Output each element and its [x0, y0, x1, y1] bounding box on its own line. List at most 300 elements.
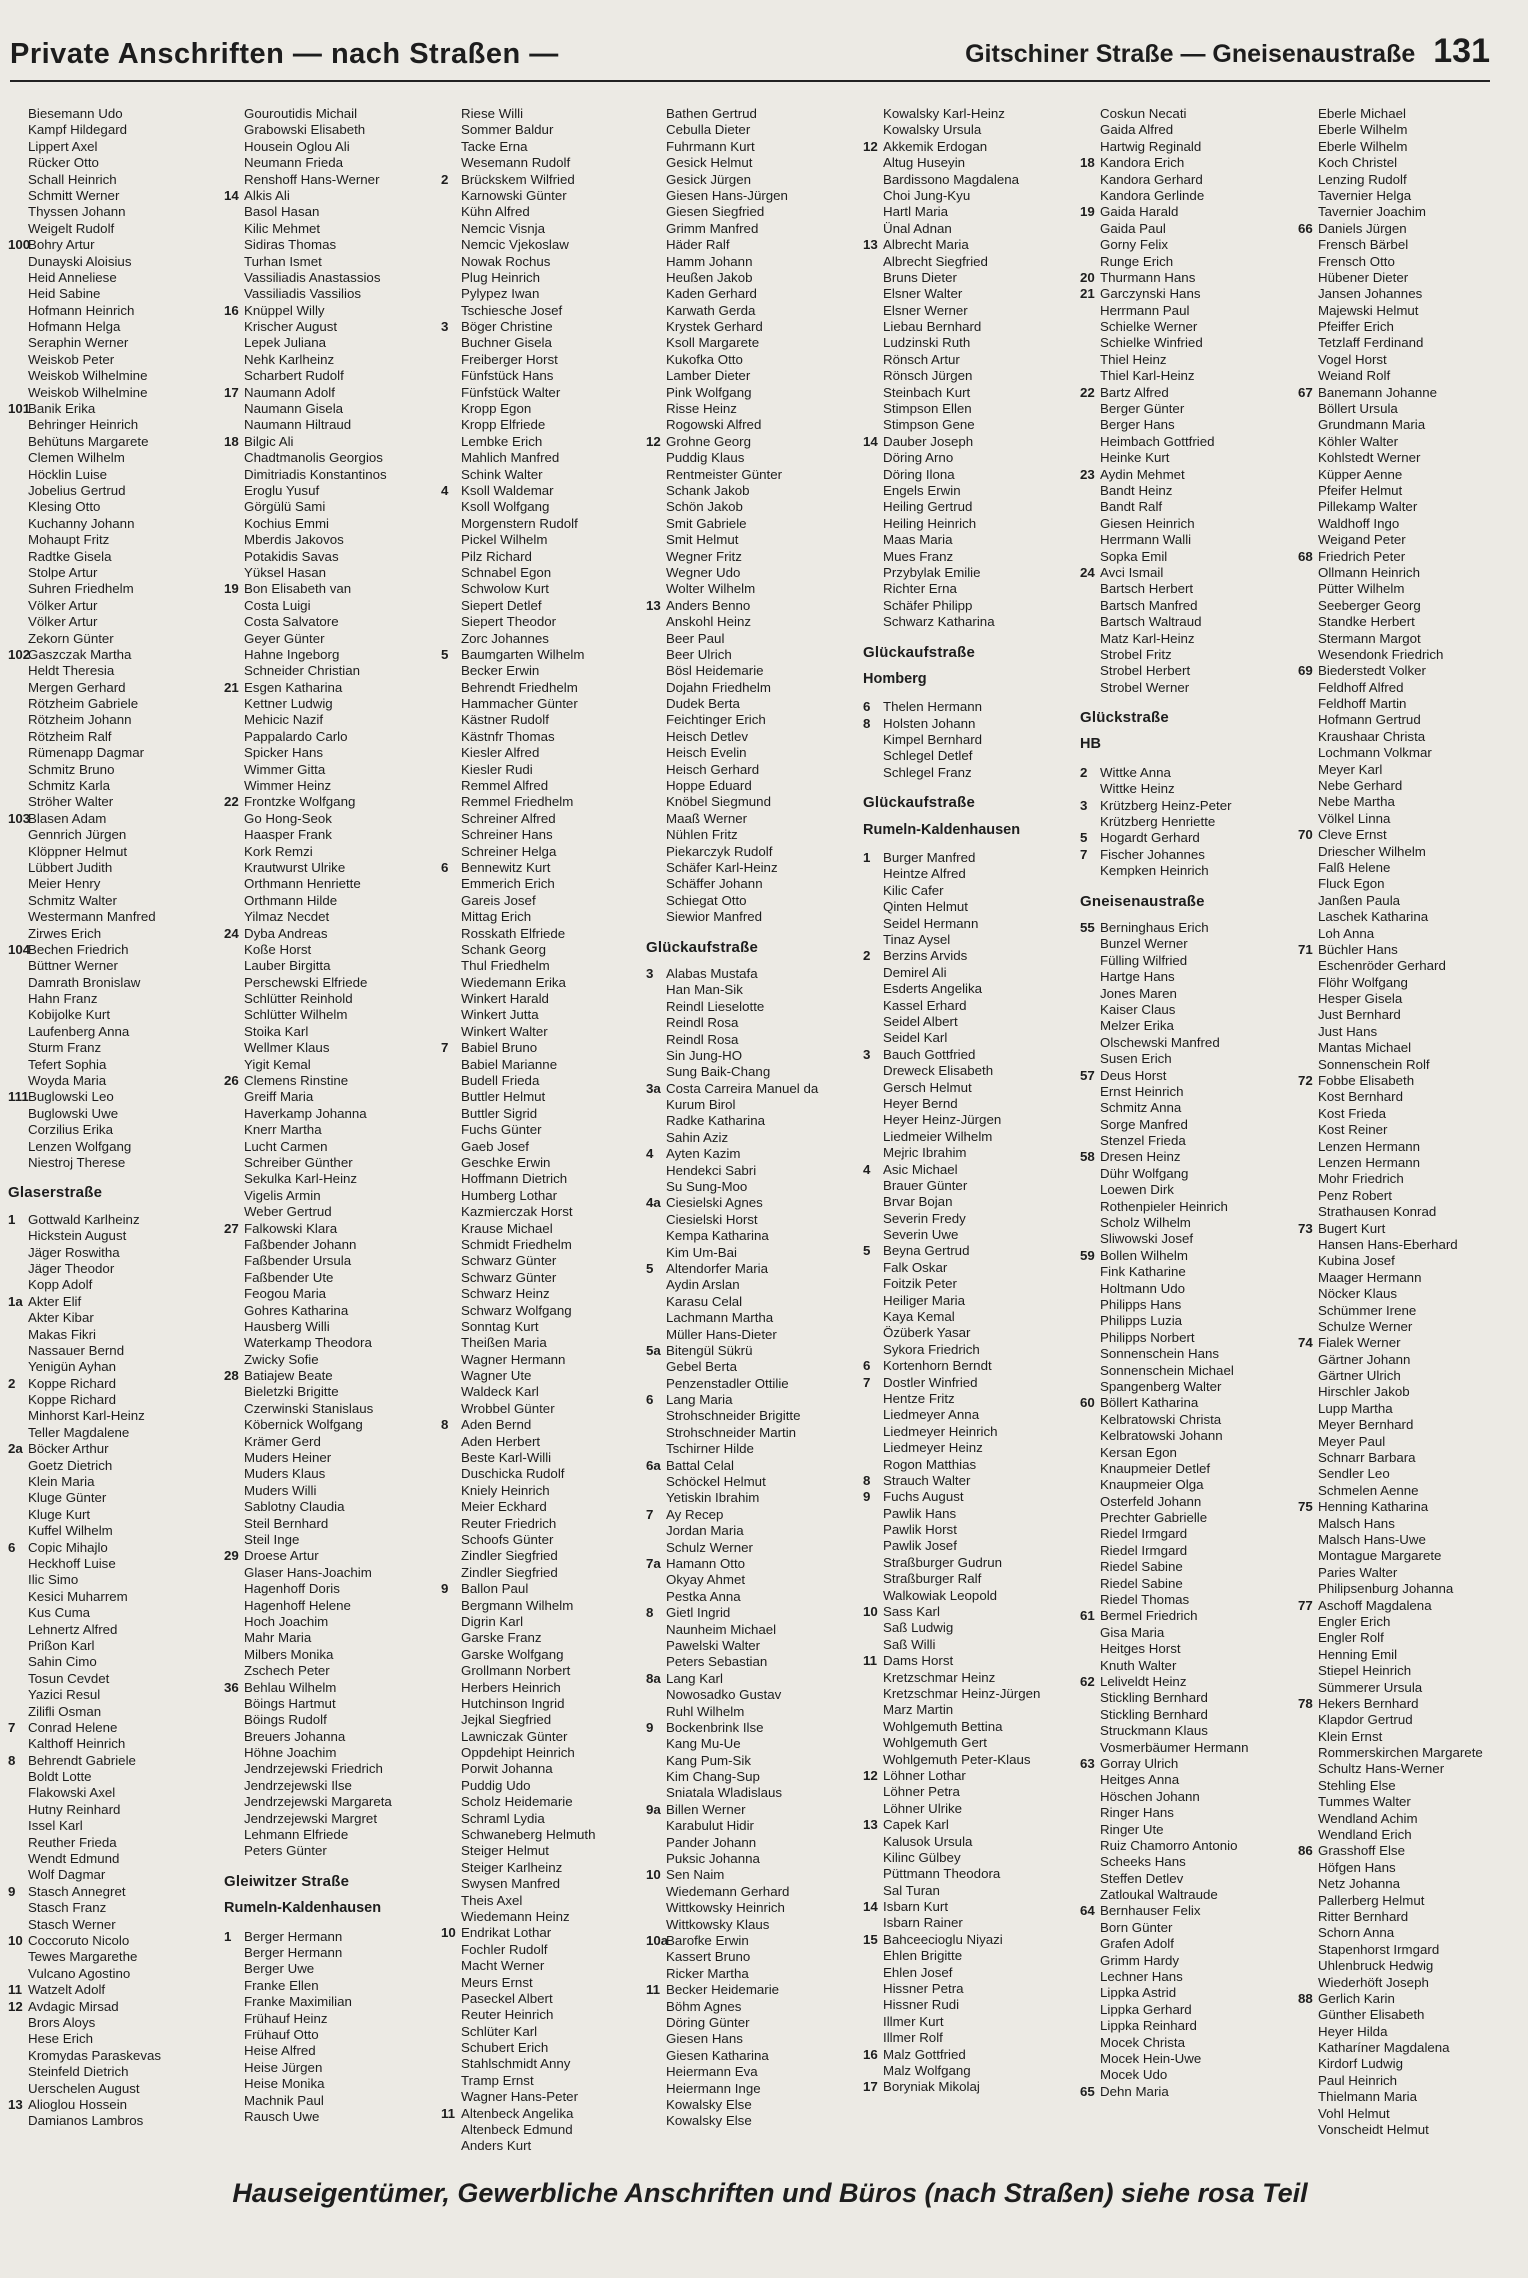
resident-entry [1298, 762, 1516, 778]
resident-name: Maas Maria [883, 532, 953, 548]
resident-entry [646, 663, 864, 679]
resident-name: Rosskath Elfriede [461, 925, 566, 941]
resident-name: Döring Ilona [883, 466, 955, 482]
resident-entry [863, 1489, 1081, 1505]
resident-entry [863, 188, 1081, 204]
resident-name: Eroglu Yusuf [244, 482, 320, 498]
resident-name: Bösl Heidemarie [666, 663, 764, 679]
house-number: 24 [224, 925, 239, 941]
resident-entry [224, 434, 442, 450]
resident-entry [1298, 1171, 1516, 1187]
house-number: 28 [224, 1368, 239, 1384]
resident-entry [224, 811, 442, 827]
resident-name: Fünfstück Walter [461, 384, 561, 400]
resident-entry [8, 1359, 226, 1375]
resident-name: Zwicky Sofie [244, 1351, 319, 1367]
house-number: 17 [863, 2079, 878, 2095]
resident-name: Lenzing Rudolf [1318, 171, 1407, 187]
resident-entry [441, 1352, 659, 1368]
resident-entry [646, 434, 864, 450]
resident-entry [1080, 1576, 1298, 1592]
resident-name: Melzer Erika [1100, 1018, 1174, 1034]
house-number: 26 [224, 1073, 239, 1089]
resident-name: Gärtner Johann [1318, 1351, 1411, 1367]
resident-name: Ruhl Wilhelm [666, 1703, 745, 1719]
house-number: 60 [1080, 1395, 1095, 1411]
resident-entry [863, 614, 1081, 630]
resident-name: Meier Eckhard [461, 1499, 547, 1515]
resident-name: Scholz Heidemarie [461, 1794, 573, 1810]
resident-name: Kimpel Bernhard [883, 732, 983, 748]
resident-entry [1080, 237, 1298, 253]
resident-entry [863, 1735, 1081, 1751]
resident-entry [224, 270, 442, 286]
resident-name: Dühr Wolfgang [1100, 1165, 1189, 1181]
resident-name: Seidel Albert [883, 1013, 958, 1029]
resident-entry [646, 1572, 864, 1588]
resident-entry [1298, 1663, 1516, 1679]
resident-name: Dams Horst [883, 1653, 954, 1669]
column-1 [8, 106, 226, 2130]
resident-name: Strathausen Konrad [1318, 1204, 1437, 1220]
resident-entry [646, 1507, 864, 1523]
resident-entry [224, 2109, 442, 2125]
resident-name: Wohlgemuth Bettina [883, 1718, 1003, 1734]
resident-entry [441, 1040, 659, 1056]
resident-name: Tefert Sophia [28, 1056, 107, 1072]
resident-name: Hofmann Helga [28, 319, 121, 335]
resident-entry [863, 1375, 1081, 1391]
resident-name: Pallerberg Helmut [1318, 1892, 1425, 1908]
resident-name: Damianos Lambros [28, 2113, 144, 2129]
resident-entry [441, 581, 659, 597]
resident-name: Aden Herbert [461, 1433, 541, 1449]
resident-name: Wittkowsky Klaus [666, 1916, 770, 1932]
resident-entry [863, 765, 1081, 781]
resident-name: Klöppner Helmut [28, 843, 128, 859]
resident-entry [1080, 139, 1298, 155]
resident-name: Theis Axel [461, 1892, 523, 1908]
resident-name: Teller Magdalene [28, 1424, 130, 1440]
resident-entry [224, 450, 442, 466]
resident-entry [1080, 106, 1298, 122]
house-number: 4a [646, 1195, 661, 1211]
resident-name: Flöhr Wolfgang [1318, 974, 1408, 990]
house-number: 7 [1080, 846, 1088, 862]
resident-entry [1080, 1231, 1298, 1247]
resident-name: Illmer Kurt [883, 2013, 944, 2029]
resident-name: Aden Bernd [461, 1417, 532, 1433]
resident-name: Gaszczak Martha [28, 646, 132, 662]
resident-name: Schlüter Karl [461, 2023, 538, 2039]
resident-entry [441, 1663, 659, 1679]
resident-entry [863, 2063, 1081, 2079]
resident-name: Lippert Axel [28, 138, 98, 154]
resident-entry [863, 1637, 1081, 1653]
house-number: 2 [1080, 764, 1088, 780]
resident-entry [224, 1401, 442, 1417]
resident-name: Strauch Walter [883, 1472, 971, 1488]
resident-name: Hissner Petra [883, 1981, 964, 1997]
resident-entry [441, 680, 659, 696]
resident-entry [8, 1490, 226, 1506]
resident-entry [8, 1966, 226, 1982]
resident-entry [441, 303, 659, 319]
resident-name: Bartsch Waltraud [1100, 614, 1202, 630]
resident-name: Humberg Lothar [461, 1187, 558, 1203]
resident-name: Bechen Friedrich [28, 941, 129, 957]
resident-entry [1298, 598, 1516, 614]
house-number: 3a [646, 1080, 661, 1096]
resident-entry [646, 417, 864, 433]
resident-name: Richter Erna [883, 581, 957, 597]
resident-entry [224, 2076, 442, 2092]
resident-name: Schorn Anna [1318, 1925, 1395, 1941]
resident-entry [224, 663, 442, 679]
house-number: 10 [646, 1867, 661, 1883]
resident-name: Hamm Johann [666, 253, 753, 269]
house-number: 111 [8, 1089, 29, 1105]
resident-entry [441, 1565, 659, 1581]
resident-name: Heitges Anna [1100, 1772, 1180, 1788]
resident-entry [441, 745, 659, 761]
resident-name: Thul Friedhelm [461, 958, 550, 974]
resident-name: Schlegel Detlef [883, 748, 973, 764]
house-number: 14 [224, 187, 239, 203]
resident-entry [646, 909, 864, 925]
house-number: 6 [863, 699, 871, 715]
resident-entry [1080, 1838, 1298, 1854]
resident-entry [646, 1359, 864, 1375]
house-number: 6 [8, 1539, 16, 1555]
resident-name: Droese Artur [244, 1548, 319, 1564]
resident-entry [8, 2081, 226, 2097]
resident-name: Paseckel Albert [461, 1990, 553, 2006]
resident-name: Philipps Hans [1100, 1297, 1182, 1312]
resident-entry [8, 417, 226, 433]
resident-name: Karasu Celal [666, 1293, 743, 1309]
resident-name: Kandora Gerhard [1100, 171, 1203, 187]
resident-name: Wittke Anna [1100, 764, 1171, 780]
resident-name: Lippka Astrid [1100, 1985, 1177, 2001]
resident-entry [1080, 814, 1298, 830]
resident-name: Pander Johann [666, 1834, 757, 1850]
house-number: 27 [224, 1220, 239, 1236]
house-number: 9a [646, 1801, 661, 1817]
resident-entry [1298, 335, 1516, 351]
resident-name: Reindl Lieselotte [666, 998, 765, 1014]
resident-entry [224, 1499, 442, 1515]
resident-name: Kühn Alfred [461, 204, 530, 220]
resident-entry [441, 417, 659, 433]
resident-entry [863, 598, 1081, 614]
resident-name: Lenzen Hermann [1318, 1138, 1421, 1154]
resident-entry [8, 1458, 226, 1474]
resident-name: Karwath Gerda [666, 302, 756, 318]
resident-name: Emmerich Erich [461, 876, 555, 892]
resident-entry [8, 401, 226, 417]
house-number: 18 [224, 433, 239, 449]
resident-entry [8, 565, 226, 581]
resident-name: Watzelt Adolf [28, 1982, 106, 1998]
resident-name: Gouroutidis Michail [244, 106, 358, 121]
resident-entry [224, 1548, 442, 1564]
resident-entry [1080, 1707, 1298, 1723]
resident-entry [863, 998, 1081, 1014]
resident-entry [224, 696, 442, 712]
house-number: 19 [1080, 204, 1095, 220]
resident-entry [863, 352, 1081, 368]
resident-name: Oppdehipt Heinrich [461, 1745, 575, 1761]
resident-name: Heise Alfred [244, 2043, 316, 2059]
resident-name: Bunzel Werner [1100, 936, 1188, 952]
resident-entry [224, 1929, 442, 1945]
resident-name: Nemcic Visnja [461, 220, 545, 236]
resident-entry [441, 926, 659, 942]
resident-entry [224, 155, 442, 171]
resident-entry [1298, 1221, 1516, 1237]
resident-name: Burger Manfred [883, 850, 976, 866]
resident-entry [8, 270, 226, 286]
house-number: 11 [8, 1982, 23, 1998]
resident-name: Heise Jürgen [244, 2059, 323, 2075]
resident-name: Wittke Heinz [1100, 781, 1175, 797]
street-heading: Glückaufstraße [863, 643, 976, 661]
house-number: 3 [1080, 797, 1088, 813]
resident-entry [1080, 1166, 1298, 1182]
resident-entry [863, 122, 1081, 138]
resident-entry [646, 1851, 864, 1867]
resident-name: Asic Michael [883, 1161, 958, 1177]
resident-entry [1080, 254, 1298, 270]
resident-name: Liedmeyer Heinz [883, 1440, 983, 1456]
resident-entry [1298, 417, 1516, 433]
resident-entry [1298, 1253, 1516, 1269]
resident-entry [646, 1523, 864, 1539]
resident-entry [863, 1588, 1081, 1604]
resident-entry [863, 1506, 1081, 1522]
resident-entry [441, 1942, 659, 1958]
resident-entry [441, 762, 659, 778]
resident-entry [8, 434, 226, 450]
resident-name: Thyssen Johann [28, 204, 126, 220]
resident-entry [1080, 417, 1298, 433]
resident-entry [1080, 614, 1298, 630]
resident-name: Schöckel Helmut [666, 1474, 766, 1490]
resident-name: Rücker Otto [28, 155, 99, 171]
resident-name: Wendland Erich [1318, 1827, 1412, 1843]
resident-entry [863, 1047, 1081, 1063]
resident-name: Görgülü Sami [244, 499, 326, 515]
resident-name: Niestroj Therese [28, 1155, 126, 1170]
resident-entry [224, 745, 442, 761]
resident-name: Rogon Matthias [883, 1456, 977, 1472]
resident-name: Vigelis Armin [244, 1187, 321, 1203]
resident-name: Foitzik Peter [883, 1276, 957, 1292]
resident-name: Lenzen Wolfgang [28, 1138, 132, 1154]
resident-name: Ernst Heinrich [1100, 1083, 1184, 1099]
resident-name: Wellmer Klaus [244, 1040, 330, 1056]
resident-name: Suhren Friedhelm [28, 581, 134, 597]
resident-entry [1298, 565, 1516, 581]
district-heading: Rumeln-Kaldenhausen [863, 821, 1021, 838]
resident-entry [863, 286, 1081, 302]
resident-name: Meurs Ernst [461, 1974, 533, 1990]
column-2 [224, 106, 442, 2125]
resident-entry [1298, 172, 1516, 188]
resident-entry [863, 1883, 1081, 1899]
resident-entry [646, 2081, 864, 2097]
resident-entry [863, 1424, 1081, 1440]
resident-name: Dehn Maria [1100, 2083, 1169, 2099]
house-number: 58 [1080, 1149, 1095, 1165]
resident-entry [1080, 1854, 1298, 1870]
resident-name: Philipsenburg Johanna [1318, 1581, 1454, 1597]
resident-name: Kang Mu-Ue [666, 1736, 741, 1752]
resident-name: Demirel Ali [883, 964, 947, 980]
resident-name: Straßburger Ralf [883, 1571, 982, 1587]
resident-entry [1298, 1581, 1516, 1597]
resident-entry [8, 1261, 226, 1277]
resident-entry [863, 1866, 1081, 1882]
resident-name: Sen Naim [666, 1867, 725, 1883]
resident-name: Schwarz Günter [461, 1269, 557, 1285]
resident-entry [441, 1073, 659, 1089]
resident-entry [8, 1523, 226, 1539]
resident-entry [224, 1811, 442, 1827]
resident-entry [441, 1647, 659, 1663]
resident-entry [441, 1319, 659, 1335]
resident-entry [646, 712, 864, 728]
resident-entry [863, 401, 1081, 417]
resident-entry [1080, 1363, 1298, 1379]
resident-name: Yenigün Ayhan [28, 1359, 117, 1375]
resident-name: Puddig Klaus [666, 450, 745, 466]
resident-name: Seraphin Werner [28, 335, 129, 351]
resident-entry [646, 270, 864, 286]
resident-name: Klapdor Gertrud [1318, 1712, 1413, 1728]
resident-name: Zindler Siegfried [461, 1564, 558, 1580]
resident-entry [1080, 549, 1298, 565]
resident-name: Montague Margarete [1318, 1548, 1442, 1564]
resident-name: Höcklin Luise [28, 466, 108, 482]
resident-entry [863, 1948, 1081, 1964]
resident-entry [224, 385, 442, 401]
resident-name: Bon Elisabeth van [244, 581, 352, 597]
resident-name: Fuhrmann Kurt [666, 138, 755, 154]
resident-entry [224, 1204, 442, 1220]
resident-entry [224, 647, 442, 663]
resident-name: Clemens Rinstine [244, 1073, 349, 1089]
resident-name: Tetzlaff Ferdinand [1318, 335, 1424, 351]
resident-name: Thiel Karl-Heinz [1100, 368, 1195, 384]
resident-entry [8, 647, 226, 663]
resident-name: Hesper Gisela [1318, 991, 1403, 1007]
resident-entry [1080, 1920, 1298, 1936]
resident-entry [646, 2031, 864, 2047]
resident-entry [863, 106, 1081, 122]
resident-name: Glaser Hans-Joachim [244, 1564, 372, 1580]
resident-entry [224, 1122, 442, 1138]
resident-entry [441, 2073, 659, 2089]
resident-name: Feldhoff Martin [1318, 696, 1407, 712]
resident-entry [863, 155, 1081, 171]
resident-name: Häder Ralf [666, 237, 730, 253]
resident-name: Ayten Kazim [666, 1146, 741, 1162]
resident-name: Becker Erwin [461, 663, 540, 679]
resident-entry [1298, 450, 1516, 466]
resident-entry [646, 1130, 864, 1146]
resident-name: Lachmann Martha [666, 1310, 774, 1326]
resident-entry [1298, 729, 1516, 745]
resident-name: Krause Michael [461, 1220, 553, 1236]
street-heading: Glückstraße [1080, 709, 1169, 727]
resident-entry [8, 1572, 226, 1588]
resident-entry [646, 368, 864, 384]
resident-entry [863, 1801, 1081, 1817]
resident-name: Knüppel Willy [244, 302, 325, 318]
resident-name: Plug Heinrich [461, 269, 541, 285]
street-heading: Glückaufstraße [646, 938, 759, 956]
resident-entry [1298, 827, 1516, 843]
resident-entry [8, 1310, 226, 1326]
resident-entry [1080, 467, 1298, 483]
resident-entry [1298, 942, 1516, 958]
resident-name: Kowalsky Else [666, 2113, 752, 2129]
resident-entry [646, 1458, 864, 1474]
resident-name: Deus Horst [1100, 1067, 1167, 1083]
resident-name: Pütter Wilhelm [1318, 581, 1405, 597]
resident-name: Yetiskin Ibrahim [666, 1490, 760, 1506]
resident-entry [224, 1647, 442, 1663]
resident-name: Kortenhorn Berndt [883, 1358, 992, 1374]
resident-entry [1080, 2002, 1298, 2018]
resident-entry [441, 401, 659, 417]
house-number: 8 [646, 1605, 654, 1621]
resident-entry [224, 1221, 442, 1237]
resident-entry [8, 139, 226, 155]
resident-entry [224, 958, 442, 974]
resident-name: Heise Monika [244, 2076, 325, 2092]
resident-entry [8, 1671, 226, 1687]
house-number: 19 [224, 581, 239, 597]
resident-entry [8, 368, 226, 384]
house-number: 10 [863, 1604, 878, 1620]
resident-name: Bathen Gertrud [666, 106, 757, 121]
resident-entry [646, 2064, 864, 2080]
resident-entry [8, 1073, 226, 1089]
resident-name: Sahin Aziz [666, 1129, 729, 1145]
resident-name: Fialek Werner [1318, 1335, 1401, 1351]
resident-name: Vohl Helmut [1318, 2105, 1390, 2121]
resident-entry [1080, 188, 1298, 204]
resident-entry [646, 1900, 864, 1916]
resident-entry [863, 221, 1081, 237]
resident-name: Kim Um-Bai [666, 1244, 737, 1260]
resident-name: Heid Sabine [28, 286, 101, 302]
resident-name: Marz Martin [883, 1702, 954, 1718]
resident-name: Leliveldt Heinz [1100, 1673, 1187, 1689]
resident-name: Lochmann Volkmar [1318, 745, 1432, 761]
resident-name: Dostler Winfried [883, 1374, 978, 1390]
resident-name: Meyer Karl [1318, 761, 1383, 777]
resident-name: Nassauer Bernd [28, 1342, 125, 1358]
resident-entry [441, 696, 659, 712]
resident-name: Schwarz Wolfgang [461, 1302, 572, 1318]
resident-entry [441, 1614, 659, 1630]
resident-entry [441, 1991, 659, 2007]
resident-name: Smit Helmut [666, 532, 739, 548]
